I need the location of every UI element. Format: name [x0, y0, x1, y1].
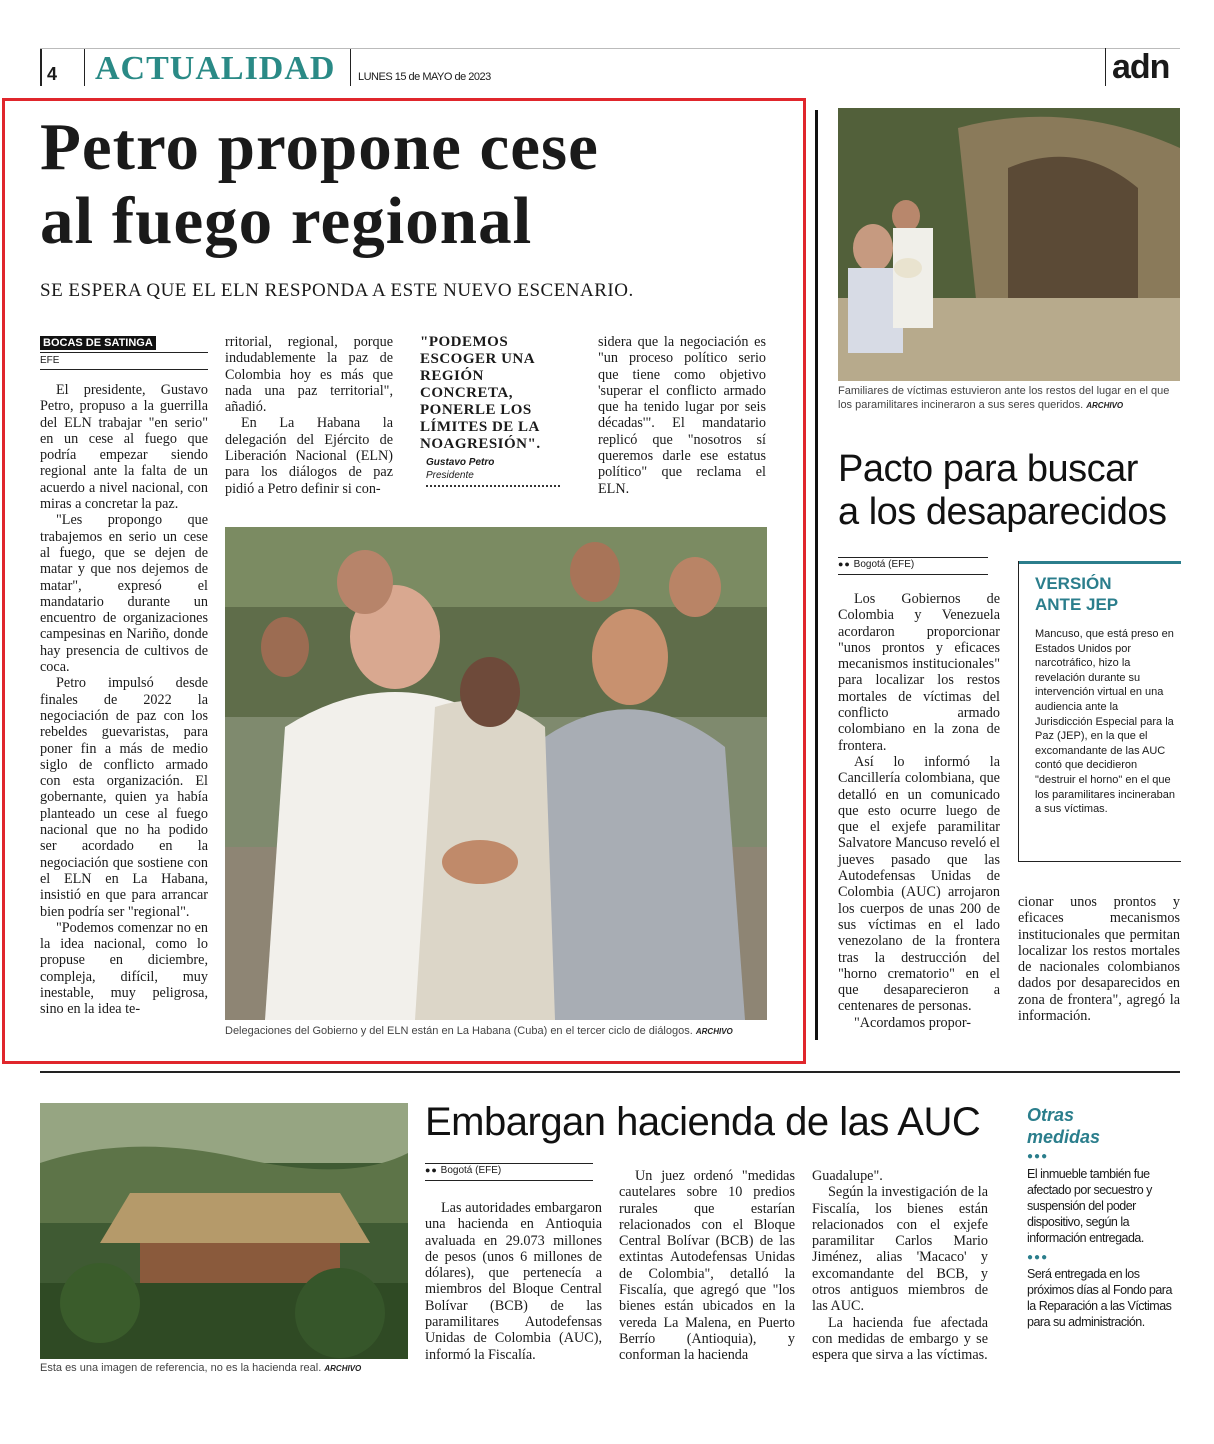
- issue-date: LUNES 15 de MAYO de 2023: [358, 71, 491, 83]
- section-rule: [40, 1071, 1180, 1073]
- paragraph: Un juez ordenó "medidas cautelares sobre 10 predios rurales que estarían relacionados con el Bloque Central Bolívar (BCB) de las extintas Autodefensas Unidas de Colombia", detalló la Fiscalía, que agregó que "los bienes están ubicados en la vereda La Malena, en Puerto Berrío (Antioquia), y conforman la hacienda: [619, 1168, 795, 1364]
- side-bullet-1-icon: ●●●: [1027, 1151, 1049, 1162]
- source-tag: EFE: [40, 355, 60, 366]
- column-rule: [815, 110, 818, 1040]
- paragraph: "Les propongo que trabajemos en serio un cese al fuego, que se dejen de matar y que nos dejemos de matar", expresó el mandatario durante un encuentro de organizaciones campesinas en Nariño, donde hay presencia de cultivos de coca.: [40, 512, 208, 676]
- right-col-2: [1018, 894, 1180, 1024]
- jep-box-title-line1: VERSIÓN: [1035, 574, 1112, 593]
- header-top-rule: [40, 48, 1180, 49]
- bottom-dateline-rule-top: [425, 1163, 593, 1164]
- main-headline-line1: Petro propone cese: [40, 110, 599, 184]
- caption-text: Familiares de víctimas estuvieron ante los restos del lugar en el que los paramilitares incineraron a sus seres queridos.: [838, 385, 1170, 411]
- bottom-dateline: [425, 1165, 501, 1176]
- section-title: ACTUALIDAD: [95, 50, 336, 87]
- side-box-title-line1: Otras: [1027, 1105, 1075, 1125]
- bottom-photo: [40, 1103, 408, 1359]
- right-photo-caption: [838, 384, 1183, 413]
- right-headline-line1: Pacto para buscar: [838, 448, 1138, 490]
- paragraph: "Podemos comenzar no en la idea nacional, como lo propuse en diciembre, compleja, difícil, muy inestable, muy peligrosa, sino en la idea te-: [40, 919, 208, 1018]
- jep-box-title: [1035, 573, 1118, 615]
- bullet-dots-icon: ●●: [838, 559, 851, 569]
- paragraph: Los Gobiernos de Colombia y Venezuela acordaron proporcionar "unos prontos y eficaces mecanismos institucionales" para localizar los restos mortales de víctimas del conflicto armado colombiano en la zona de frontera.: [838, 591, 1000, 754]
- header-left-rule: [40, 48, 42, 86]
- header-divider-2: [350, 48, 351, 86]
- main-photo: [225, 527, 767, 1020]
- dateline-text: Bogotá (EFE): [440, 1165, 502, 1176]
- paragraph: En La Habana la delegación del Ejército de Liberación Nacional (ELN) para los diálogos de paz pidió a Petro definir si con-: [225, 415, 393, 497]
- paragraph: Guadalupe".: [812, 1168, 883, 1184]
- bottom-dateline-rule-bottom: [425, 1180, 593, 1181]
- paragraph: Según la investigación de la Fiscalía, los bienes están relacionados con el exjefe paramilitar Carlos Mario Jiménez, alias 'Macaco' y excomandante del BCB, y otros antiguos miembros de las AUC.: [812, 1184, 988, 1315]
- side-box-title-line2: medidas: [1027, 1127, 1101, 1147]
- main-subtitle: SE ESPERA QUE EL ELN RESPONDA A ESTE NUEVO ESCENARIO.: [40, 280, 634, 301]
- right-headline-line2: a los desaparecidos: [838, 491, 1167, 533]
- source-rule: [40, 369, 208, 370]
- caption-text: Esta es una imagen de referencia, no es la hacienda real.: [40, 1362, 322, 1374]
- adn-logo: adn: [1112, 48, 1170, 86]
- right-col-1: [838, 591, 1000, 1031]
- bottom-col-2: [619, 1168, 795, 1364]
- side-item-1: El inmueble también fue afectado por secuestro y suspensión del poder dispositivo, según la información entregada.: [1027, 1167, 1152, 1245]
- right-dateline: [838, 559, 914, 570]
- pull-quote-rule: [426, 485, 560, 487]
- dateline-rule-top: [838, 557, 988, 558]
- side-box-title: [1027, 1104, 1100, 1148]
- bottom-photo-caption: [40, 1361, 420, 1376]
- paragraph: Las autoridades embargaron una hacienda en Antioquia avaluada en 29.073 millones de pesos (unos 6 millones de dólares), que pertenecía a miembros del Bloque Central Bolívar (BCB) de las paramilitares Autodefensas Unidas de Colombia (AUC), informó la Fiscalía.: [425, 1200, 602, 1363]
- paragraph: Así lo informó la Cancillería colombiana, que detalló en un comunicado que esto ocurre luego de que el exjefe paramilitar Salvatore Mancuso reveló el jueves pasado que las Autodefensas Unidas de Colombia (AUC) arrojaron los cuerpos de unas 200 de sus víctimas en el lado venezolano de la frontera tras la destrucción del "horno crematorio" en el que desaparecieron a centenares de personas.: [838, 753, 1000, 1015]
- paragraph: cionar unos prontos y eficaces mecanismos institucionales que permitan localizar los restos mortales de nacionales colombianos dados por desaparecidos en zona de frontera", agregó la información.: [1018, 894, 1180, 1025]
- pull-quote: [420, 334, 562, 487]
- paragraph: rritorial, regional, porque indudablemente la paz de Colombia hoy es más que nada una paz territorial", añadió.: [225, 334, 393, 416]
- side-bullet-2-icon: ●●●: [1027, 1252, 1049, 1263]
- paragraph: El presidente, Gustavo Petro, propuso a la guerrilla del ELN trabajar "en serio" en un cese al fuego que podría empezar siendo regional ante la falta de un acuerdo a nivel nacional, con miras a concretar la paz.: [40, 382, 208, 513]
- dateline-rule-bottom: [838, 574, 988, 575]
- pull-quote-text: "PODEMOS ESCOGER UNA REGIÓN CONCRETA, PONERLE LOS LÍMITES DE LA NOAGRESIÓN".: [420, 334, 541, 452]
- caption-credit: ARCHIVO: [324, 1364, 362, 1373]
- jep-box-text: Mancuso, que está preso en Estados Unidos por narcotráfico, hizo la revelación durante su intervención virtual en una audiencia ante la Jurisdicción Especial para la Paz (JEP), en la que el excomandante de las AUC contó que decidieron "destruir el horno" en el que los paramilitares incineraban a sus víctimas.: [1035, 628, 1176, 816]
- bottom-headline: Embargan hacienda de las AUC: [425, 1100, 981, 1144]
- caption-credit: ARCHIVO: [1086, 401, 1124, 410]
- main-headline-line2: al fuego regional: [40, 184, 533, 258]
- page-number: 4: [47, 64, 58, 84]
- jep-box-topbar: [1019, 561, 1181, 564]
- bullet-dots-icon: ●●: [425, 1165, 438, 1175]
- dateline-text: Bogotá (EFE): [853, 559, 915, 570]
- location-rule: [40, 352, 208, 353]
- bottom-col-3: [812, 1168, 988, 1364]
- pull-quote-role: Presidente: [426, 470, 474, 481]
- jep-box-title-line2: ANTE JEP: [1035, 595, 1119, 614]
- right-headline: [838, 448, 1188, 534]
- right-photo: [838, 108, 1180, 381]
- main-photo-caption: [225, 1024, 785, 1039]
- paragraph: La hacienda fue afectada con medidas de embargo y se espera que sirva a las víctimas.: [812, 1314, 988, 1364]
- side-item-2: Será entregada en los próximos días al Fondo para la Reparación a las Víctimas para su administración.: [1027, 1267, 1172, 1329]
- header-divider-3: [1105, 48, 1106, 86]
- main-headline: [40, 110, 800, 258]
- caption-credit: ARCHIVO: [695, 1027, 733, 1036]
- location-tag: BOCAS DE SATINGA: [40, 336, 156, 350]
- paragraph: sidera que la negociación es "un proceso político serio que tiene como objetivo 'superar el conflicto armado que ha tenido lugar por seis décadas'". El mandatario replicó que "nosotros sí queremos darle ese estatus político" que reclama el ELN.: [598, 334, 766, 497]
- caption-text: Delegaciones del Gobierno y del ELN están en La Habana (Cuba) en el tercer ciclo de diálogos.: [225, 1025, 693, 1037]
- bottom-col-1: [425, 1200, 602, 1363]
- paragraph: "Acordamos propor-: [854, 1014, 972, 1031]
- main-col-4: [598, 334, 766, 497]
- ruins-photo-illustration: [838, 108, 1180, 381]
- main-col-1: [40, 382, 208, 1018]
- paragraph: Petro impulsó desde finales de 2022 la negociación de paz con los rebeldes guevaristas, para poner fin a más de medio siglo de conflicto armado con esta organización. El gobernante, quien ya había planteado un cese al fuego nacional que no ha podido ser acordado en la negociación que sostiene con el ELN en La Habana, insistió en que para arrancar bien podría ser "regional".: [40, 675, 208, 920]
- hacienda-photo-illustration: [40, 1103, 408, 1359]
- pull-quote-author: Gustavo Petro: [426, 457, 495, 468]
- handshake-photo-illustration: [225, 527, 767, 1020]
- header-divider: [84, 48, 85, 86]
- main-col-2: [225, 334, 393, 497]
- jep-box: [1018, 561, 1181, 862]
